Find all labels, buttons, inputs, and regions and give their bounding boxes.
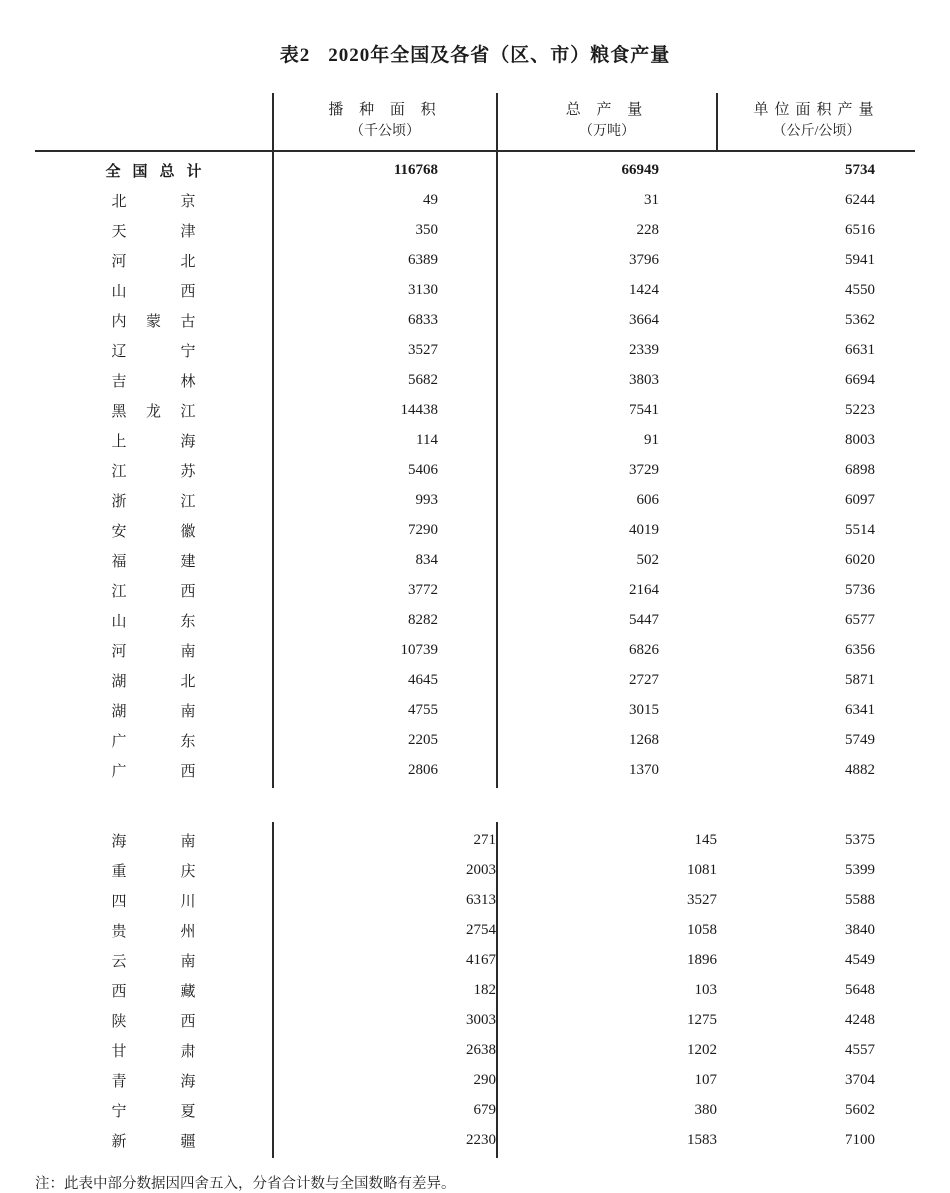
table-row — [35, 275, 915, 305]
cell-sown-area: 290 — [273, 1065, 497, 1095]
region-name: 重庆 — [111, 863, 196, 880]
region-name: 福建 — [111, 553, 196, 570]
table-row — [35, 915, 915, 945]
cell-region — [35, 185, 273, 215]
cell-region — [35, 915, 273, 945]
cell-sown-area: 834 — [273, 545, 497, 575]
cell-unit-yield: 5588 — [845, 891, 875, 908]
cell-unit-yield: 6020 — [845, 551, 875, 568]
cell-region — [35, 1125, 273, 1158]
table-body-part2 — [35, 822, 915, 1158]
cell-region — [35, 515, 273, 545]
table-row — [35, 1095, 915, 1125]
cell-total-output: 1275 — [497, 1005, 717, 1035]
region-name: 宁夏 — [111, 1103, 196, 1120]
table-row — [35, 885, 915, 915]
column-header-region — [35, 93, 273, 151]
cell-total-output: 6826 — [497, 635, 717, 665]
cell-sown-area: 271 — [273, 822, 497, 855]
region-name: 贵州 — [111, 923, 196, 940]
cell-sown-area: 182 — [273, 975, 497, 1005]
cell-sown-area: 8282 — [273, 605, 497, 635]
cell-sown-area: 2754 — [273, 915, 497, 945]
region-name: 山西 — [111, 283, 196, 300]
cell-unit-yield: 5514 — [845, 521, 875, 538]
table-row — [35, 455, 915, 485]
region-name: 西藏 — [111, 983, 196, 1000]
table-body-part1 — [35, 151, 915, 788]
cell-region — [35, 545, 273, 575]
cell-sown-area: 114 — [273, 425, 497, 455]
cell-unit-yield: 5941 — [845, 251, 875, 268]
table-row — [35, 485, 915, 515]
cell-unit-yield: 5602 — [845, 1101, 875, 1118]
table-row — [35, 695, 915, 725]
cell-sown-area: 3527 — [273, 335, 497, 365]
cell-unit-yield: 5362 — [845, 311, 875, 328]
region-name: 云南 — [111, 953, 196, 970]
region-name: 山东 — [111, 613, 196, 630]
cell-region — [35, 755, 273, 788]
cell-unit-yield: 6341 — [845, 701, 875, 718]
cell-sown-area: 4167 — [273, 945, 497, 975]
cell-region — [35, 275, 273, 305]
region-name: 青海 — [111, 1073, 196, 1090]
cell-region — [35, 695, 273, 725]
cell-unit-yield: 6694 — [845, 371, 875, 388]
cell-unit-yield: 4549 — [845, 951, 875, 968]
cell-unit-yield: 3704 — [845, 1071, 875, 1088]
cell-sown-area: 6389 — [273, 245, 497, 275]
region-name: 吉林 — [111, 373, 196, 390]
cell-total-output: 502 — [497, 545, 717, 575]
cell-region — [35, 605, 273, 635]
cell-total-output: 606 — [497, 485, 717, 515]
cell-region — [35, 151, 273, 185]
region-name: 四川 — [111, 893, 196, 910]
cell-total-output: 3664 — [497, 305, 717, 335]
cell-unit-yield: 7100 — [845, 1131, 875, 1148]
region-name: 天津 — [111, 223, 196, 240]
cell-unit-yield: 6244 — [845, 191, 875, 208]
cell-region — [35, 335, 273, 365]
cell-unit-yield: 6631 — [845, 341, 875, 358]
cell-total-output: 2164 — [497, 575, 717, 605]
cell-sown-area: 3003 — [273, 1005, 497, 1035]
table-row — [35, 822, 915, 855]
table-section-gap — [0, 788, 950, 822]
cell-region — [35, 245, 273, 275]
grain-table-part2 — [35, 822, 915, 1158]
cell-region — [35, 365, 273, 395]
cell-unit-yield: 6577 — [845, 611, 875, 628]
cell-region — [35, 1005, 273, 1035]
cell-region — [35, 1095, 273, 1125]
cell-sown-area: 993 — [273, 485, 497, 515]
cell-sown-area: 6833 — [273, 305, 497, 335]
cell-total-output: 1268 — [497, 725, 717, 755]
cell-sown-area: 2638 — [273, 1035, 497, 1065]
cell-sown-area: 2003 — [273, 855, 497, 885]
cell-region — [35, 395, 273, 425]
region-name: 江苏 — [111, 463, 196, 480]
cell-region — [35, 485, 273, 515]
cell-unit-yield: 3840 — [845, 921, 875, 938]
region-name: 陕西 — [111, 1013, 196, 1030]
table-row — [35, 665, 915, 695]
cell-sown-area: 10739 — [273, 635, 497, 665]
cell-sown-area: 4755 — [273, 695, 497, 725]
table-row — [35, 1005, 915, 1035]
cell-unit-yield: 4550 — [845, 281, 875, 298]
cell-total-output: 1202 — [497, 1035, 717, 1065]
cell-sown-area: 2806 — [273, 755, 497, 788]
cell-total-output: 3015 — [497, 695, 717, 725]
table-title: 2020年全国及各省（区、市）粮食产量 — [328, 45, 671, 66]
cell-unit-yield: 5734 — [845, 161, 875, 178]
cell-sown-area: 2205 — [273, 725, 497, 755]
region-name: 河南 — [111, 643, 196, 660]
cell-region — [35, 725, 273, 755]
cell-unit-yield: 5736 — [845, 581, 875, 598]
cell-total-output: 228 — [497, 215, 717, 245]
table-row — [35, 975, 915, 1005]
cell-total-output: 5447 — [497, 605, 717, 635]
cell-total-output: 91 — [497, 425, 717, 455]
table-row — [35, 635, 915, 665]
region-name: 浙江 — [111, 493, 196, 510]
cell-sown-area: 14438 — [273, 395, 497, 425]
cell-region — [35, 855, 273, 885]
table-row — [35, 725, 915, 755]
cell-total-output: 2339 — [497, 335, 717, 365]
region-name: 江西 — [111, 583, 196, 600]
cell-region — [35, 455, 273, 485]
cell-region — [35, 1065, 273, 1095]
table-row — [35, 515, 915, 545]
table-row — [35, 305, 915, 335]
cell-unit-yield: 5399 — [845, 861, 875, 878]
table-row — [35, 395, 915, 425]
cell-region — [35, 215, 273, 245]
cell-total-output: 31 — [497, 185, 717, 215]
cell-sown-area: 7290 — [273, 515, 497, 545]
cell-sown-area: 6313 — [273, 885, 497, 915]
cell-sown-area: 679 — [273, 1095, 497, 1125]
cell-region — [35, 665, 273, 695]
grain-table-part1 — [35, 93, 915, 788]
region-name: 北京 — [111, 193, 196, 210]
region-name: 广东 — [111, 733, 196, 750]
cell-region — [35, 885, 273, 915]
cell-total-output: 1081 — [497, 855, 717, 885]
cell-region — [35, 945, 273, 975]
cell-unit-yield: 6516 — [845, 221, 875, 238]
table-row — [35, 755, 915, 788]
region-name: 湖南 — [111, 703, 196, 720]
cell-total-output: 3729 — [497, 455, 717, 485]
cell-unit-yield: 5223 — [845, 401, 875, 418]
region-name: 全国总计 — [105, 163, 202, 180]
table-row — [35, 185, 915, 215]
cell-region — [35, 975, 273, 1005]
table-row — [35, 151, 915, 185]
cell-total-output: 107 — [497, 1065, 717, 1095]
cell-total-output: 1583 — [497, 1125, 717, 1158]
table-row — [35, 215, 915, 245]
region-name: 湖北 — [111, 673, 196, 690]
cell-total-output: 380 — [497, 1095, 717, 1125]
cell-unit-yield: 5375 — [845, 831, 875, 848]
cell-unit-yield: 4882 — [845, 761, 875, 778]
table-row — [35, 1035, 915, 1065]
table-row — [35, 605, 915, 635]
cell-total-output: 3796 — [497, 245, 717, 275]
region-name: 新疆 — [111, 1133, 196, 1150]
cell-total-output: 1058 — [497, 915, 717, 945]
cell-unit-yield: 8003 — [845, 431, 875, 448]
table-row — [35, 1065, 915, 1095]
cell-total-output: 1370 — [497, 755, 717, 788]
table-row — [35, 425, 915, 455]
cell-sown-area: 3772 — [273, 575, 497, 605]
region-name: 甘肃 — [111, 1043, 196, 1060]
table-row — [35, 245, 915, 275]
region-name: 黑龙江 — [111, 403, 196, 420]
cell-unit-yield: 4248 — [845, 1011, 875, 1028]
cell-total-output: 66949 — [497, 151, 717, 185]
cell-total-output: 7541 — [497, 395, 717, 425]
cell-total-output: 1424 — [497, 275, 717, 305]
region-name: 上海 — [111, 433, 196, 450]
table-row — [35, 545, 915, 575]
cell-sown-area: 5682 — [273, 365, 497, 395]
region-name: 广西 — [111, 763, 196, 780]
region-name: 内蒙古 — [111, 313, 196, 330]
cell-total-output: 3527 — [497, 885, 717, 915]
table-row — [35, 575, 915, 605]
cell-sown-area: 49 — [273, 185, 497, 215]
cell-unit-yield: 5871 — [845, 671, 875, 688]
cell-unit-yield: 6898 — [845, 461, 875, 478]
cell-total-output: 103 — [497, 975, 717, 1005]
cell-sown-area: 3130 — [273, 275, 497, 305]
cell-unit-yield: 6097 — [845, 491, 875, 508]
cell-unit-yield: 6356 — [845, 641, 875, 658]
cell-sown-area: 4645 — [273, 665, 497, 695]
cell-total-output: 145 — [497, 822, 717, 855]
table-label: 表2 — [279, 45, 311, 66]
table-header — [35, 93, 915, 151]
cell-unit-yield: 5749 — [845, 731, 875, 748]
cell-sown-area: 5406 — [273, 455, 497, 485]
table-row — [35, 365, 915, 395]
column-header-total-output: 总 产 量 （万吨） — [497, 93, 717, 151]
cell-sown-area: 116768 — [273, 151, 497, 185]
cell-unit-yield: 4557 — [845, 1041, 875, 1058]
cell-total-output: 3803 — [497, 365, 717, 395]
column-header-unit-yield: 单位面积产量 （公斤/公顷） — [717, 93, 915, 151]
table-row — [35, 335, 915, 365]
cell-total-output: 2727 — [497, 665, 717, 695]
cell-sown-area: 2230 — [273, 1125, 497, 1158]
cell-region — [35, 305, 273, 335]
region-name: 河北 — [111, 253, 196, 270]
cell-region — [35, 425, 273, 455]
table-row — [35, 855, 915, 885]
table-row — [35, 1125, 915, 1158]
page-title — [0, 0, 950, 93]
table-row — [35, 945, 915, 975]
region-name: 安徽 — [111, 523, 196, 540]
cell-unit-yield: 5648 — [845, 981, 875, 998]
cell-region — [35, 575, 273, 605]
cell-sown-area: 350 — [273, 215, 497, 245]
cell-total-output: 1896 — [497, 945, 717, 975]
cell-region — [35, 822, 273, 855]
cell-region — [35, 635, 273, 665]
cell-total-output: 4019 — [497, 515, 717, 545]
table-footnote: 注：此表中部分数据因四舍五入，分省合计数与全国数略有差异。 — [35, 1176, 456, 1193]
region-name: 辽宁 — [111, 343, 196, 360]
cell-region — [35, 1035, 273, 1065]
column-header-sown-area: 播 种 面 积 （千公顷） — [273, 93, 497, 151]
region-name: 海南 — [111, 833, 196, 850]
